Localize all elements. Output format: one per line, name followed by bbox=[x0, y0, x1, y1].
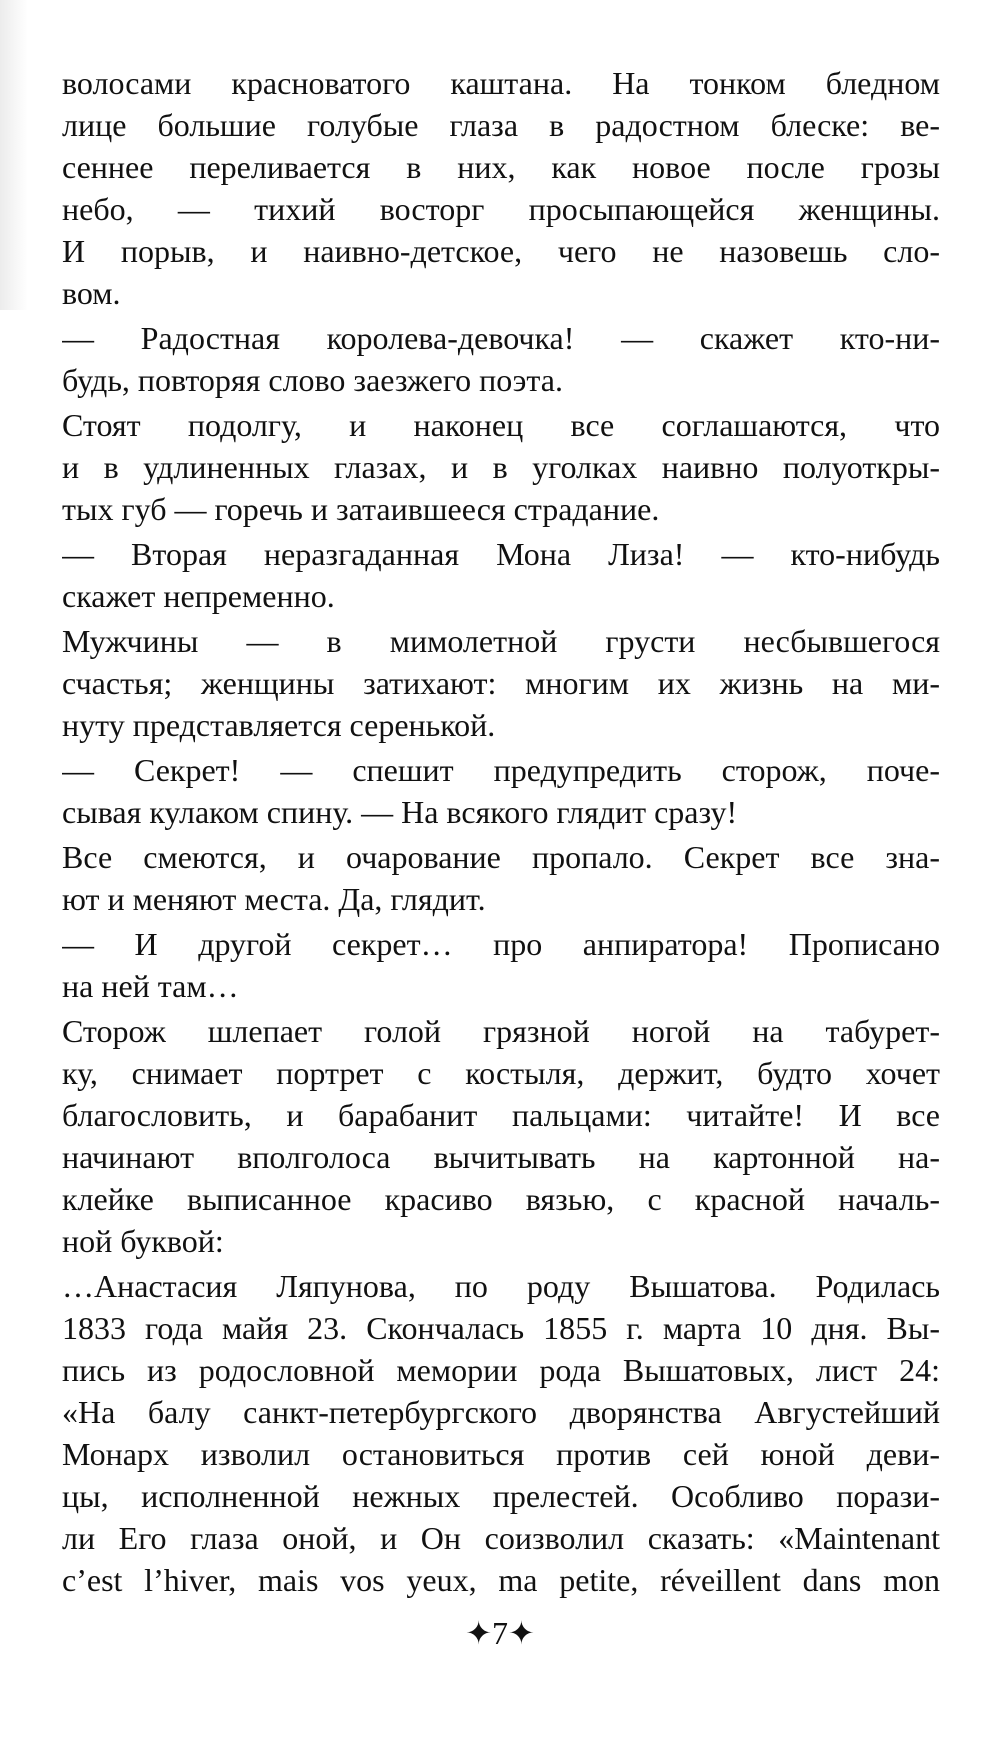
text-line: ной буквой: bbox=[62, 1223, 224, 1259]
text-line: Стоят подолгу, и наконец все соглашаются, что bbox=[62, 407, 940, 443]
text-line: ют и меняют места. Да, глядит. bbox=[62, 881, 486, 917]
text-line: начинают вполголоса вычитывать на картонной на- bbox=[62, 1139, 940, 1175]
text-line: клейке выписанное красиво вязью, с красной началь- bbox=[62, 1181, 940, 1217]
text-line: сывая кулаком спину. — На всякого глядит сразу! bbox=[62, 794, 738, 830]
text-line: — Секрет! — спешит предупредить сторож, поче- bbox=[62, 752, 940, 788]
text-line: на ней там… bbox=[62, 968, 239, 1004]
text-line: будь, повторяя слово заезжего поэта. bbox=[62, 362, 563, 398]
text-line: счастья; женщины затихают: многим их жизнь на ми- bbox=[62, 665, 940, 701]
text-line: пись из родословной мемории рода Вышатовых, лист 24: bbox=[62, 1352, 940, 1388]
text-line: — Радостная королева-девочка! — скажет кто-ни- bbox=[62, 320, 940, 356]
page-text-body bbox=[62, 62, 940, 1601]
text-line: Сторож шлепает голой грязной ногой на табурет- bbox=[62, 1013, 940, 1049]
text-line: ли Его глаза оной, и Он соизволил сказать: «Maintenant bbox=[62, 1520, 940, 1556]
left-margin-shadow bbox=[0, 0, 28, 310]
text-line: тых губ — горечь и затаившееся страдание. bbox=[62, 491, 660, 527]
text-line: — Вторая неразгаданная Мона Лиза! — кто-нибудь bbox=[62, 536, 940, 572]
text-line: …Анастасия Ляпунова, по роду Вышатова. Родилась bbox=[62, 1268, 940, 1304]
text-line: и в удлиненных глазах, и в уголках наивно полуоткры- bbox=[62, 449, 940, 485]
text-line: скажет непременно. bbox=[62, 578, 335, 614]
text-line: «На балу санкт-петербургского дворянства Августейший bbox=[62, 1394, 940, 1430]
text-line: нуту представляется серенькой. bbox=[62, 707, 496, 743]
text-line: небо, — тихий восторг просыпающейся женщины. bbox=[62, 191, 940, 227]
text-line: Мужчины — в мимолетной грусти несбывшегося bbox=[62, 623, 940, 659]
text-line: ку, снимает портрет с костыля, держит, будто хочет bbox=[62, 1055, 940, 1091]
text-line: Все смеются, и очарование пропало. Секрет все зна- bbox=[62, 839, 940, 875]
text-line: 1833 года майя 23. Скончалась 1855 г. марта 10 дня. Вы- bbox=[62, 1310, 940, 1346]
text-line: цы, исполненной нежных прелестей. Особливо порази- bbox=[62, 1478, 940, 1514]
text-line: благословить, и барабанит пальцами: читайте! И все bbox=[62, 1097, 940, 1133]
text-line: c’est l’hiver, mais vos yeux, ma petite, réveillent dans mon bbox=[62, 1562, 940, 1598]
text-line: лице большие голубые глаза в радостном блеске: ве- bbox=[62, 107, 940, 143]
text-line: сеннее переливается в них, как новое после грозы bbox=[62, 149, 940, 185]
text-line: — И другой секрет… про анпиратора! Прописано bbox=[62, 926, 940, 962]
text-line: вом. bbox=[62, 275, 121, 311]
text-line: И порыв, и наивно-детское, чего не назовешь сло- bbox=[62, 233, 940, 269]
text-line: волосами красноватого каштана. На тонком бледном bbox=[62, 65, 940, 101]
text-line: Монарх изволил остановиться против сей юной деви- bbox=[62, 1436, 940, 1472]
page-number: ✦7✦ bbox=[465, 1615, 535, 1651]
